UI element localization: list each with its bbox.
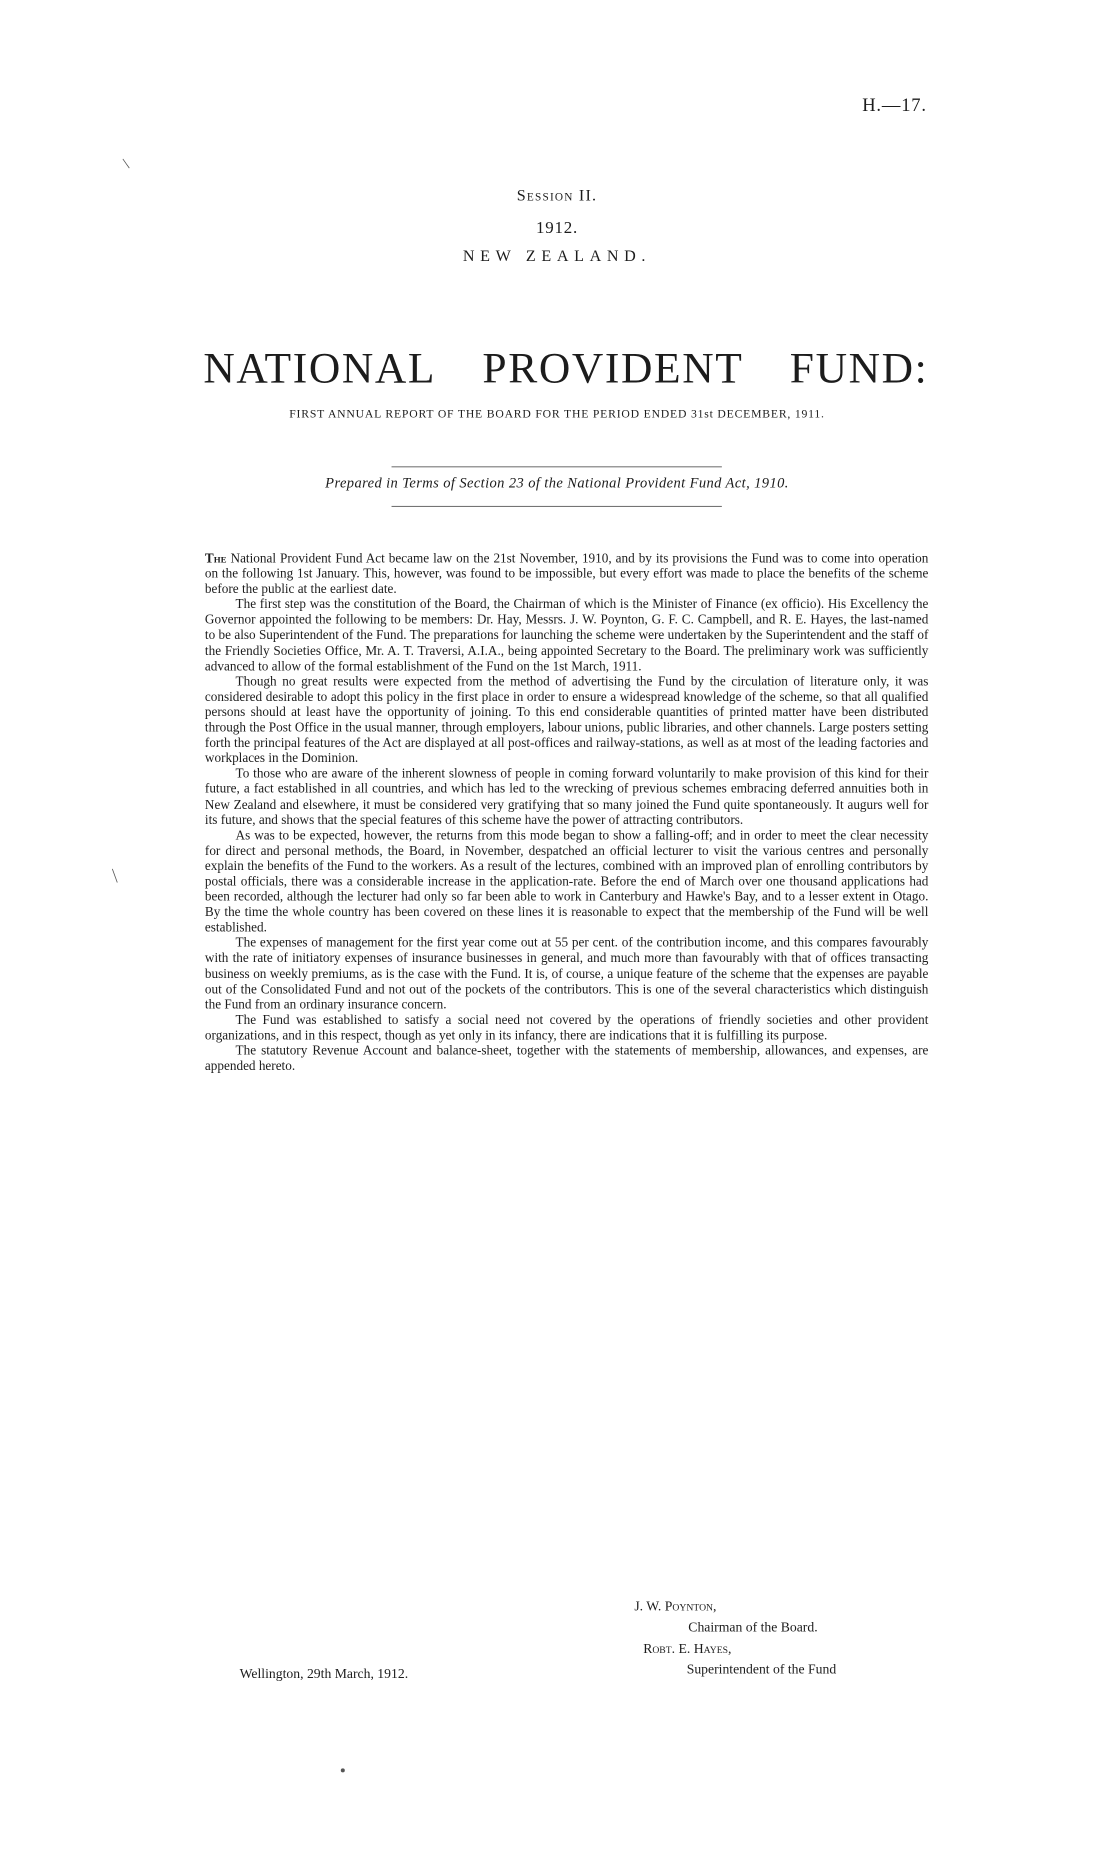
- page-mark: [123, 159, 130, 169]
- body-paragraph: The National Provident Fund Act became law on the 21st November, 1910, and by its provisions the Fund was to come into operation on the following 1st January. This, however, was found to be impossible, but every effort was made to place the benefits of the scheme before the public at the earliest date.: [204, 550, 929, 597]
- chairman-name: J. W. Poynton,: [634, 1598, 717, 1614]
- chairman-title: Chairman of the Board.: [688, 1619, 818, 1635]
- year-label: 1912.: [535, 217, 579, 237]
- superintendent-title: Superintendent of the Fund: [686, 1661, 837, 1677]
- title-word: NATIONAL: [203, 344, 437, 393]
- session-label: Session II.: [516, 186, 598, 205]
- report-body: [205, 550, 928, 1073]
- body-paragraph: As was to be expected, however, the returns from this mode began to show a falling-off; and in order to meet the clear necessity for direct and personal methods, the Board, in November, despatched an official lecturer to visit the various centres and personally explain the benefits of the Fund to the workers. As a result of the lectures, combined with an improved plan of enrolling contributors by postal officials, there was a considerable increase in the application-rate. Before the end of March over one thousand applications had been recorded, although the lecturer had only so far been able to work in Canterbury and Hawke's Bay, and to a lesser extent in Otago. By the time the whole country has been covered on these lines it is reasonable to expect that the membership of the Fund will be well established.: [204, 827, 929, 935]
- body-paragraph: The statutory Revenue Account and balance-sheet, together with the statements of membership, allowances, and expenses, are appended hereto.: [204, 1042, 929, 1074]
- body-paragraph: The Fund was established to satisfy a social need not covered by the operations of friendly societies and other provident organizations, and in this respect, though as yet only in its infancy, there are indications that it is fulfilling its purpose.: [204, 1011, 929, 1043]
- page-mark: [112, 869, 118, 883]
- page-mark: [341, 1768, 345, 1772]
- title-word: FUND:: [789, 344, 929, 393]
- body-paragraph: The first step was the constitution of the Board, the Chairman of which is the Minister of Finance (ex officio). His Excellency the Governor appointed the following to be members: Dr. Hay, Messrs. J. W. Poynton, G. F. C. Campbell, and R. E. Hayes, the last-named to be also Superintendent of the Fund. The preparations for launching the scheme were undertaken by the Superintendent and the staff of the Friendly Societies Office, Mr. A. T. Traversi, A.I.A., being appointed Secretary to the Board. The preliminary work was sufficiently advanced to allow of the formal establishment of the Fund on the 1st March, 1911.: [204, 596, 929, 674]
- report-subtitle: FIRST ANNUAL REPORT OF THE BOARD FOR THE PERIOD ENDED 31st DECEMBER, 1911.: [289, 407, 825, 421]
- divider-top: [392, 466, 722, 467]
- country-label: NEW ZEALAND.: [462, 247, 652, 266]
- lead-word: The: [204, 550, 227, 566]
- body-paragraph: Though no great results were expected from the method of advertising the Fund by the circulation of literature only, it was considered desirable to adopt this policy in the first place in order to ensure a widespread knowledge of the scheme, so that all qualified persons should at least have the opportunity of joining. To this end considerable quantities of printed matter have been distributed through the Post Office in the usual manner, through employers, labour unions, public libraries, and other channels. Large posters setting forth the principal features of the Act are displayed at all post-offices and railway-stations, as well as at most of the leading factories and workplaces in the Dominion.: [204, 673, 929, 766]
- page-reference: H.—17.: [862, 95, 927, 116]
- superintendent-name: Robt. E. Hayes,: [643, 1641, 732, 1657]
- place-date: Wellington, 29th March, 1912.: [239, 1666, 409, 1682]
- body-paragraph: To those who are aware of the inherent slowness of people in coming forward voluntarily to make provision of this kind for their future, a fact established in all countries, and which has led to the wrecking of previous schemes embracing deferred annuities both in New Zealand and elsewhere, it must be considered very gratifying that so many joined the Fund quite spontaneously. It augurs well for its future, and shows that the special features of this scheme have the power of attracting contributors.: [204, 765, 929, 828]
- divider-bottom: [392, 506, 722, 507]
- main-title: [203, 344, 929, 393]
- prepared-note: Prepared in Terms of Section 23 of the National Provident Fund Act, 1910.: [325, 474, 789, 491]
- title-word: PROVIDENT: [482, 344, 744, 393]
- body-paragraph: The expenses of management for the first year come out at 55 per cent. of the contribution income, and this compares favourably with the rate of initiatory expenses of insurance businesses in general, and much more than favourably with that of offices transacting business on weekly premiums, as is the case with the Fund. It is, of course, a unique feature of the scheme that the expenses are payable out of the Consolidated Fund and not out of the pockets of the contributors. This is one of the several characteristics which distinguish the Fund from an ordinary insurance concern.: [204, 934, 929, 1012]
